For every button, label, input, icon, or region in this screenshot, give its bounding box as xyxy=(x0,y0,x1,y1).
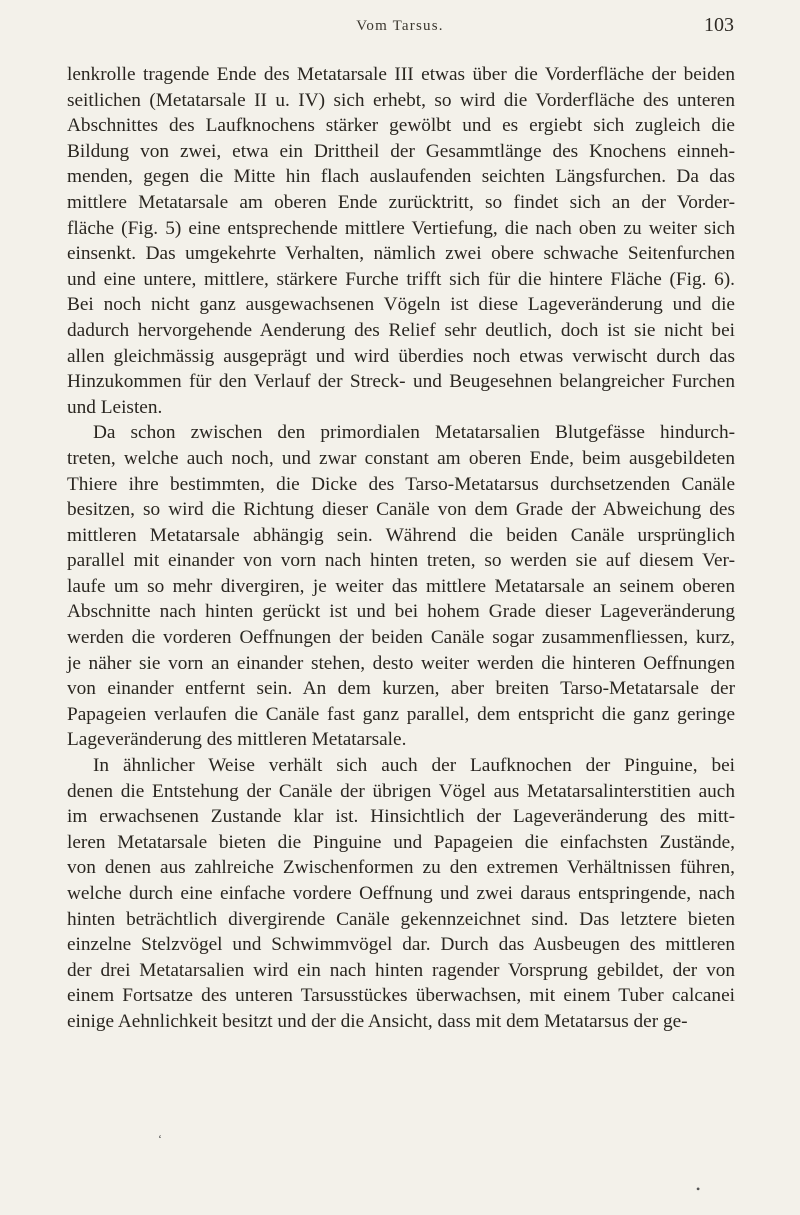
text-line: einzelne Stelzvögel und Schwimmvögel dar. Durch das Ausbeugen des mittleren xyxy=(67,934,735,956)
text-line: werden die vorderen Oeffnungen der beiden Canäle sogar zusammenfliessen, kurz, xyxy=(67,627,735,649)
text-line: Bei noch nicht ganz ausgewachsenen Vögeln ist diese Lageveränderung und die xyxy=(67,294,735,316)
text-line: Bildung von zwei, etwa ein Drittheil der Gesammtlänge des Knochens einneh- xyxy=(67,140,735,162)
text-line: allen gleichmässig ausgeprägt und wird überdies noch etwas verwischt durch das xyxy=(67,345,735,367)
text-line: parallel mit einander von vorn nach hinten treten, so werden sie auf diesem Ver- xyxy=(67,550,735,572)
text-line: lenkrolle tragende Ende des Metatarsale III etwas über die Vorderfläche der beiden xyxy=(67,64,735,85)
stray-mark: ‘ xyxy=(158,1132,162,1146)
text-line: seitlichen (Metatarsale II u. IV) sich erhebt, so wird die Vorderfläche des unteren xyxy=(67,89,735,111)
text-line: treten, welche auch noch, und zwar constant am oberen Ende, beim ausgebildeten xyxy=(67,447,735,469)
stray-dot: • xyxy=(696,1182,701,1196)
text-line: Da schon zwischen den primordialen Metatarsalien Blutgefässe hindurch- xyxy=(93,422,735,444)
text-line: denen die Entstehung der Canäle der übrigen Vögel aus Metatarsalinterstitien auch xyxy=(67,780,735,802)
page-number: 103 xyxy=(704,14,734,36)
text-line: der drei Metatarsalien wird ein nach hinten ragender Vorsprung gebildet, der von xyxy=(67,959,735,981)
text-line: Abschnitte nach hinten gerückt ist und bei hohem Grade dieser Lageveränderung xyxy=(67,601,735,623)
body-text xyxy=(67,62,735,1035)
text-line: einsenkt. Das umgekehrte Verhalten, nämlich zwei obere schwache Seitenfurchen xyxy=(67,243,735,265)
text-line: menden, gegen die Mitte hin flach auslaufenden seichten Längsfurchen. Da das xyxy=(67,166,735,188)
text-line: In ähnlicher Weise verhält sich auch der Laufknochen der Pinguine, bei xyxy=(93,755,735,777)
text-line: von denen aus zahlreiche Zwischenformen zu den extremen Verhältnissen führen, xyxy=(67,857,735,879)
paragraph xyxy=(67,753,735,1035)
text-line: fläche (Fig. 5) eine entsprechende mittlere Vertiefung, die nach oben zu weiter sich xyxy=(67,217,735,239)
text-line: besitzen, so wird die Richtung dieser Canäle von dem Grade der Abweichung des xyxy=(67,499,735,521)
text-line: im erwachsenen Zustande klar ist. Hinsichtlich der Lageveränderung des mitt- xyxy=(67,806,735,828)
text-line: welche durch eine einfache vordere Oeffnung und zwei daraus entspringende, nach xyxy=(67,883,735,904)
text-line: Abschnittes des Laufknochens stärker gewölbt und es ergiebt sich zugleich die xyxy=(67,115,735,137)
text-line: laufe um so mehr divergiren, je weiter das mittlere Metatarsale an seinem oberen xyxy=(67,575,735,597)
page-header xyxy=(0,14,800,44)
text-line: mittlere Metatarsale am oberen Ende zurücktritt, so findet sich an der Vorder- xyxy=(67,191,735,213)
text-line: Papageien verlaufen die Canäle fast ganz parallel, dem entspricht die ganz geringe xyxy=(67,703,735,725)
text-line: Thiere ihre bestimmten, die Dicke des Tarso-Metatarsus durchsetzenden Canäle xyxy=(67,473,735,495)
paragraph xyxy=(67,420,735,753)
text-line: einige Aehnlichkeit besitzt und der die Ansicht, dass mit dem Metatarsus der ge- xyxy=(67,1010,688,1032)
text-line: je näher sie vorn an einander stehen, desto weiter werden die hinteren Oeffnungen xyxy=(67,652,735,674)
text-line: Lageveränderung des mittleren Metatarsale. xyxy=(67,729,407,751)
text-line: Hinzukommen für den Verlauf der Streck- und Beugesehnen belangreicher Furchen xyxy=(67,371,735,393)
text-line: dadurch hervorgehende Aenderung des Relief sehr deutlich, doch ist sie nicht bei xyxy=(67,319,735,341)
running-head: Vom Tarsus. xyxy=(356,18,444,34)
text-line: von einander entfernt sein. An dem kurzen, aber breiten Tarso-Metatarsale der xyxy=(67,678,735,700)
text-line: leren Metatarsale bieten die Pinguine und Papageien die einfachsten Zustände, xyxy=(67,831,735,853)
text-line: mittleren Metatarsale abhängig sein. Während die beiden Canäle ursprünglich xyxy=(67,524,735,546)
text-line: einem Fortsatze des unteren Tarsusstückes überwachsen, mit einem Tuber calcanei xyxy=(67,985,735,1007)
paragraph xyxy=(67,62,735,420)
text-line: und eine untere, mittlere, stärkere Furche trifft sich für die hintere Fläche (Fig. 6). xyxy=(67,268,735,290)
text-line: und Leisten. xyxy=(67,396,163,418)
text-line: hinten beträchtlich divergirende Canäle gekennzeichnet sind. Das letztere bieten xyxy=(67,908,735,930)
